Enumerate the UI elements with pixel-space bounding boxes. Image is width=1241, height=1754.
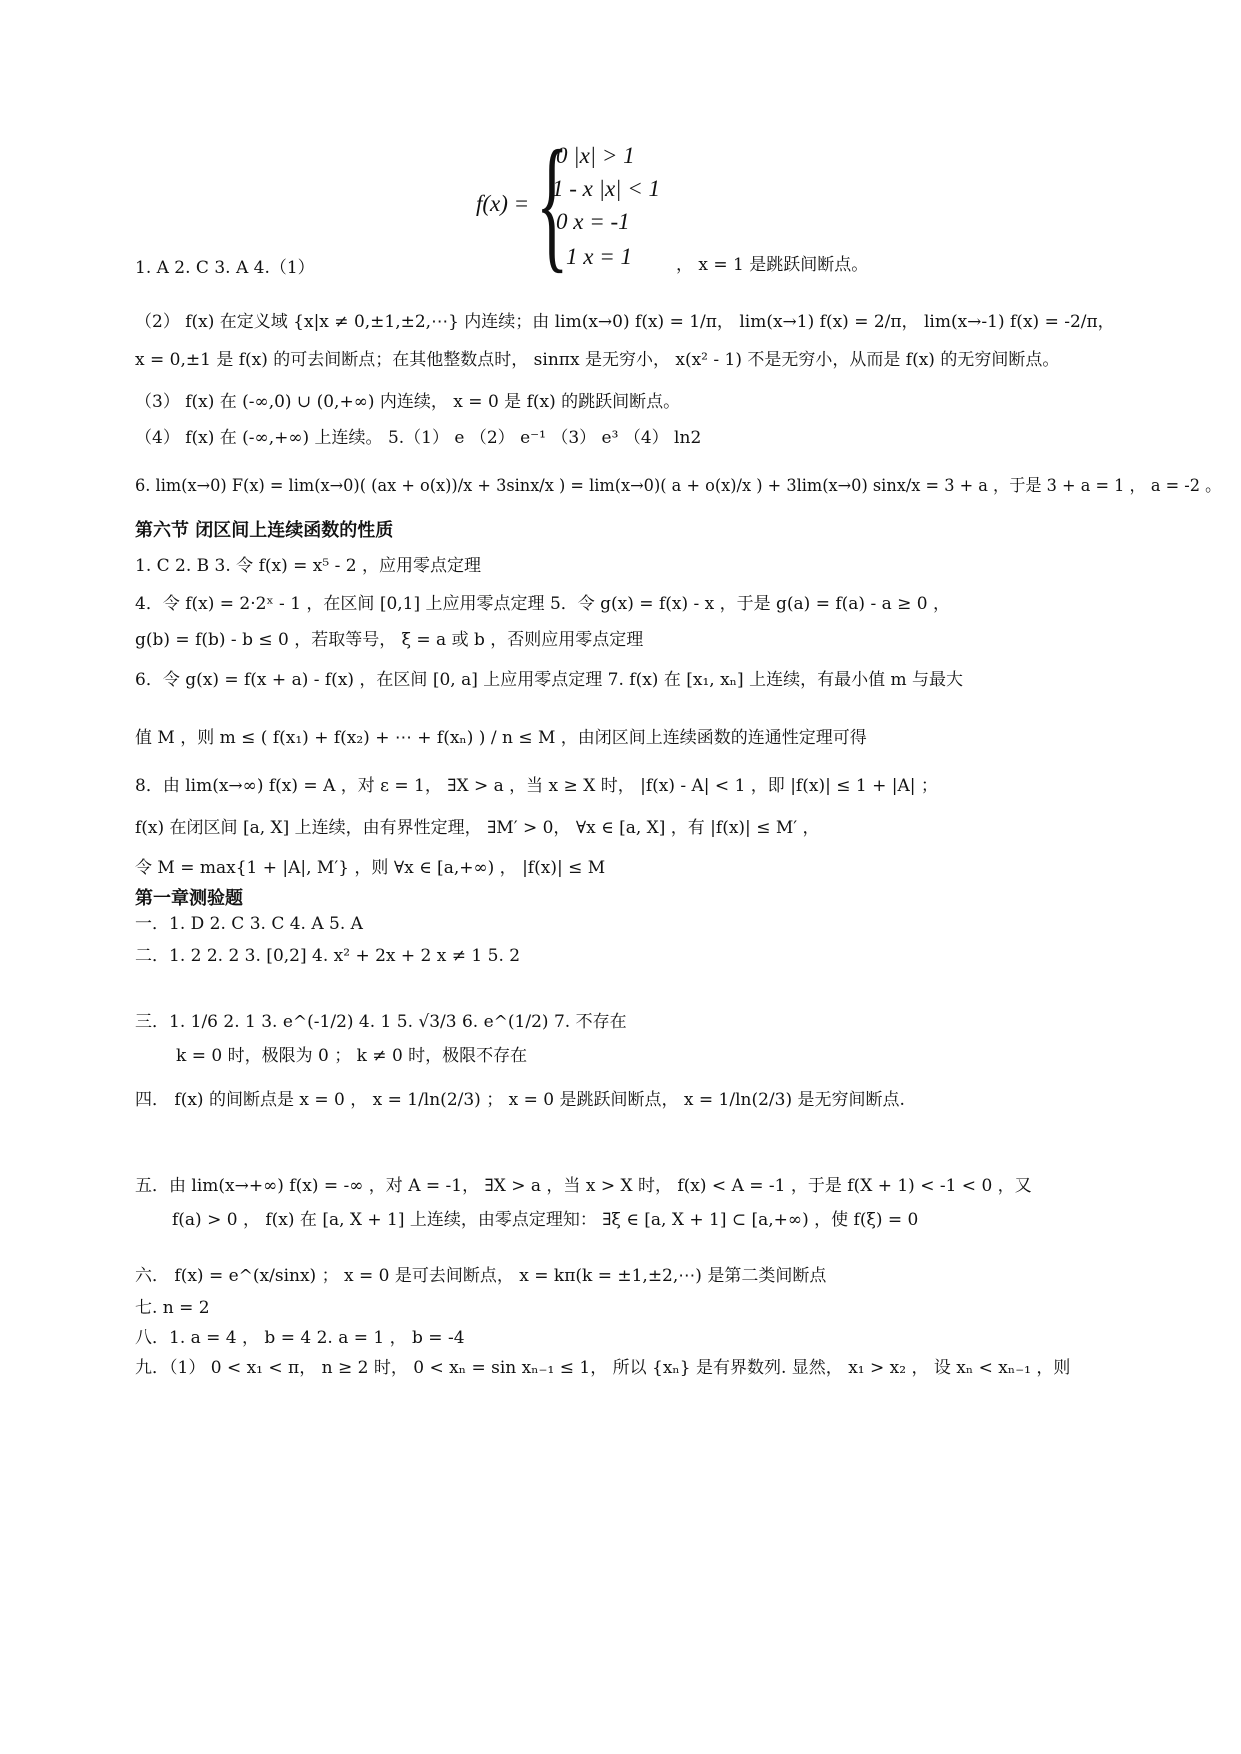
answer-4-4: （4） f(x) 在 (-∞,+∞) 上连续。 5.（1） e （2） e⁻¹ （3） e³ （4） ln2 xyxy=(135,428,702,448)
answer-4-2: （2） f(x) 在定义域 {x|x ≠ 0,±1,±2,⋯} 内连续；由 lim(x→0) f(x) = 1/π， lim(x→1) f(x) = 2/π， lim(x→-1) f(x) = -2/π， xyxy=(135,312,1115,332)
test-part-9: 九．（1） 0 < x₁ < π， n ≥ 2 时， 0 < xₙ = sin xₙ₋₁ ≤ 1， 所以 {xₙ} 是有界数列. 显然， x₁ > x₂ ， 设 xₙ < xₙ₋₁ ，则 xyxy=(135,1358,1071,1378)
piecewise-row-2: 1 - x |x| < 1 xyxy=(552,176,660,201)
sec6-line-7: f(x) 在闭区间 [a, X] 上连续，由有界性定理， ∃M′ > 0， ∀x ∈ [a, X] ，有 |f(x)| ≤ M′ ， xyxy=(135,818,820,838)
test-part-6: 六． f(x) = e^(x/sinx) ； x = 0 是可去间断点， x = kπ(k = ±1,±2,⋯) 是第二类间断点 xyxy=(135,1266,827,1286)
test-part-5-cont: f(a) > 0 ， f(x) 在 [a, X + 1] 上连续，由零点定理知： ∃ξ ∈ [a, X + 1] ⊂ [a,+∞) ，使 f(ξ) = 0 xyxy=(172,1210,919,1230)
sec6-line-8: 令 M = max{1 + |A|, M′} ，则 ∀x ∈ [a,+∞) ， |f(x)| ≤ M xyxy=(135,858,606,878)
chapter-test-title: 第一章测验题 xyxy=(135,888,243,909)
piecewise-row-3: 0 x = -1 xyxy=(556,209,630,234)
sec6-line-5: 值 M ，则 m ≤ ( f(x₁) + f(x₂) + ⋯ + f(xₙ) ) / n ≤ M ，由闭区间上连续函数的连通性定理可得 xyxy=(135,728,867,748)
piecewise-brace: { xyxy=(536,120,569,286)
test-part-3-cont: k = 0 时，极限为 0 ； k ≠ 0 时，极限不存在 xyxy=(176,1046,528,1066)
test-part-8: 八．1. a = 4 ， b = 4 2. a = 1 ， b = -4 xyxy=(135,1328,465,1348)
piecewise-row-4: 1 x = 1 xyxy=(566,244,632,269)
answer-4-3: （3） f(x) 在 (-∞,0) ∪ (0,+∞) 内连续， x = 0 是 f(x) 的跳跃间断点。 xyxy=(135,392,681,412)
test-part-1: 一．1. D 2. C 3. C 4. A 5. A xyxy=(135,914,363,934)
test-part-5: 五．由 lim(x→+∞) f(x) = -∞ ，对 A = -1， ∃X > a ，当 x > X 时， f(x) < A = -1 ，于是 f(X + 1) < -1 < 0 ，又 xyxy=(135,1176,1032,1196)
test-part-3: 三．1. 1/6 2. 1 3. e^(-1/2) 4. 1 5. √3/3 6. e^(1/2) 7. 不存在 xyxy=(135,1012,627,1032)
sec6-line-2: 4．令 f(x) = 2·2ˣ - 1 ，在区间 [0,1] 上应用零点定理 5．令 g(x) = f(x) - x ，于是 g(a) = f(a) - a ≥ 0 ， xyxy=(135,594,951,614)
test-part-4: 四． f(x) 的间断点是 x = 0 ， x = 1/ln(2/3) ； x = 0 是跳跃间断点， x = 1/ln(2/3) 是无穷间断点. xyxy=(135,1090,905,1110)
test-part-2: 二．1. 2 2. 2 3. [0,2] 4. x² + 2x + 2 x ≠ 1 5. 2 xyxy=(135,946,521,966)
piecewise-row-1: 0 |x| > 1 xyxy=(556,143,635,168)
sec6-line-1: 1. C 2. B 3. 令 f(x) = x⁵ - 2 ，应用零点定理 xyxy=(135,556,481,576)
answer-6: 6. lim(x→0) F(x) = lim(x→0)( (ax + o(x))/x + 3sinx/x ) = lim(x→0)( a + o(x)/x ) + 3lim(x→0) sinx/x = 3 + a ，于是 3 + a = 1 ， a = -2 。 xyxy=(135,476,1222,496)
sec6-line-6: 8．由 lim(x→∞) f(x) = A ，对 ε = 1， ∃X > a ，当 x ≥ X 时， |f(x) - A| < 1 ，即 |f(x)| ≤ 1 + |A| ； xyxy=(135,776,938,796)
section-6-title: 第六节 闭区间上连续函数的性质 xyxy=(135,520,394,541)
answer-4-2-cont: x = 0,±1 是 f(x) 的可去间断点；在其他整数点时， sinπx 是无穷小， x(x² - 1) 不是无穷小，从而是 f(x) 的无穷间断点。 xyxy=(135,350,1060,370)
piecewise-lhs: f(x) = xyxy=(476,191,530,216)
answers-line-1-tail: ， x = 1 是跳跃间断点。 xyxy=(676,255,869,275)
sec6-line-3: g(b) = f(b) - b ≤ 0 ，若取等号， ξ = a 或 b ，否则应用零点定理 xyxy=(135,630,644,650)
answers-line-1: 1. A 2. C 3. A 4.（1） xyxy=(135,258,315,278)
test-part-7: 七. n = 2 xyxy=(135,1298,210,1318)
sec6-line-4: 6．令 g(x) = f(x + a) - f(x) ，在区间 [0, a] 上应用零点定理 7. f(x) 在 [x₁, xₙ] 上连续，有最小值 m 与最大 xyxy=(135,670,963,690)
